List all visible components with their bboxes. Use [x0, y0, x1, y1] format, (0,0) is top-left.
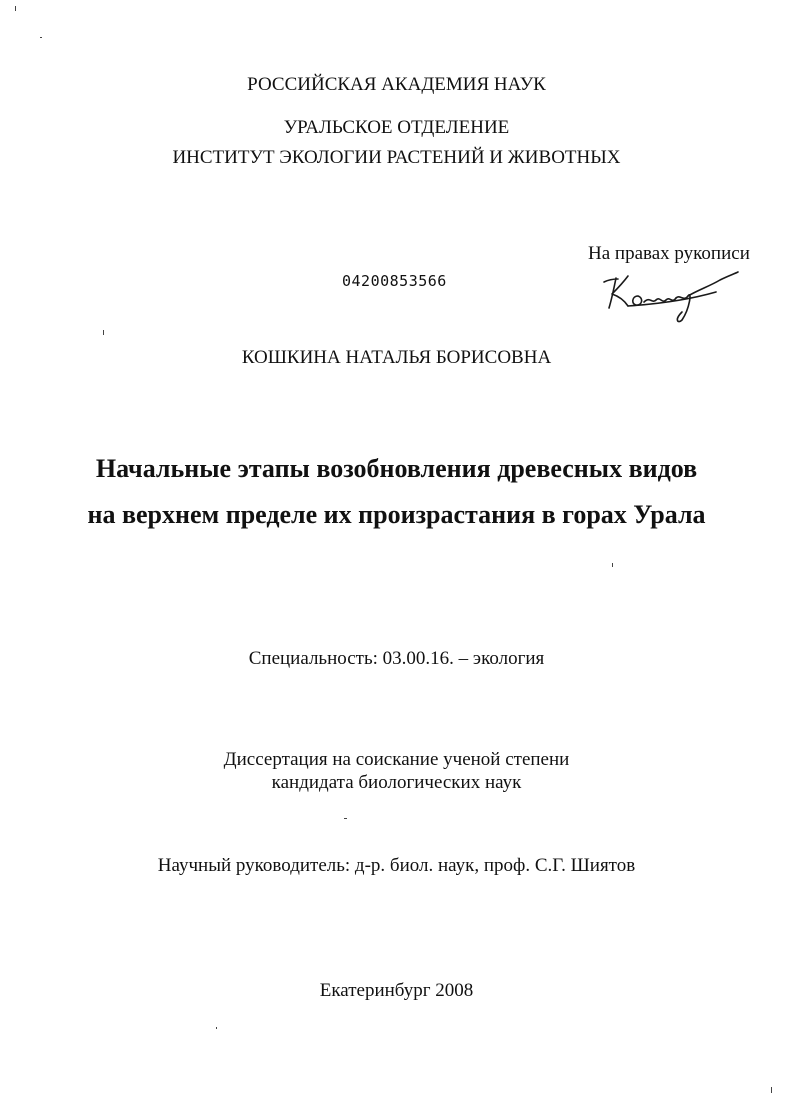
branch-name: УРАЛЬСКОЕ ОТДЕЛЕНИЕ — [283, 117, 510, 138]
institute-name: ИНСТИТУТ ЭКОЛОГИИ РАСТЕНИЙ И ЖИВОТНЫХ — [172, 147, 621, 168]
dissertation-title-line-2: на верхнем пределе их произрастания в горах Урала — [87, 500, 706, 529]
signature-image — [598, 268, 748, 324]
specialty: Специальность: 03.00.16. – экология — [248, 648, 545, 669]
scan-speck — [771, 1087, 772, 1093]
academy-name: РОССИЙСКАЯ АКАДЕМИЯ НАУК — [247, 74, 546, 95]
supervisor: Научный руководитель: д-р. биол. наук, проф. С.Г. Шиятов — [157, 855, 636, 876]
scan-speck — [103, 330, 104, 335]
scan-speck — [612, 563, 613, 567]
catalog-code: 04200853566 — [342, 272, 447, 290]
place-and-year: Екатеринбург 2008 — [319, 980, 474, 1001]
dissertation-title-line-1: Начальные этапы возобновления древесных видов — [95, 454, 698, 483]
scan-speck — [40, 37, 42, 38]
scan-speck — [344, 818, 347, 819]
manuscript-rights-note: На правах рукописи — [588, 243, 750, 264]
scan-speck — [216, 1027, 217, 1029]
degree-line-1: Диссертация на соискание ученой степени — [223, 749, 570, 770]
scan-speck — [15, 6, 16, 11]
degree-line-2: кандидата биологических наук — [271, 772, 522, 793]
author-name: КОШКИНА НАТАЛЬЯ БОРИСОВНА — [241, 347, 552, 368]
